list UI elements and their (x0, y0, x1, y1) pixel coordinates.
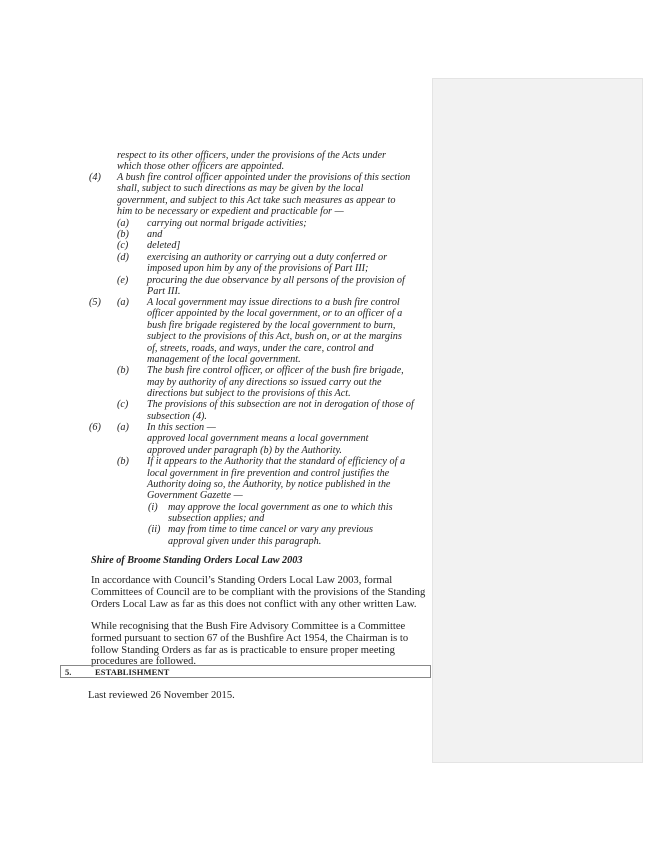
text-line: If it appears to the Authority that the standard of efficiency of a (147, 456, 406, 467)
subsection-label: (4) (89, 172, 101, 183)
item-label: (e) (117, 275, 129, 286)
item-label: (a) (117, 422, 129, 433)
text-line: In this section — (147, 422, 216, 433)
text-line: shall, subject to such directions as may be given by the local (117, 183, 364, 194)
text-line: and (147, 229, 163, 240)
subsection-label: (6) (89, 422, 101, 433)
text-line: government, and subject to this Act take such measures as appear to (117, 195, 396, 206)
text-line: which those other officers are appointed. (117, 161, 285, 172)
text-line: may approve the local government as one to which this (168, 502, 393, 513)
last-reviewed-text: Last reviewed 26 November 2015. (88, 690, 235, 701)
comment-pane (432, 78, 643, 763)
item-label: (c) (117, 399, 129, 410)
text-line: subject to the provisions of this Act, bush on, or at the margins (147, 331, 402, 342)
text-line: officer appointed by the local government, or to an officer of a (147, 308, 403, 319)
item-label: (a) (117, 218, 129, 229)
text-line: directions but subject to the provisions of this Act. (147, 388, 351, 399)
text-line: approved under paragraph (b) by the Authority. (147, 445, 342, 456)
paragraph: While recognising that the Bush Fire Advisory Committee is a Committee formed pursuant to section 67 of the Bushfire Act 1954, the Chairman is to follow Standing Orders as far as is practicable to ensure proper meeting procedures are followed. (91, 621, 409, 668)
paragraph: In accordance with Council’s Standing Orders Local Law 2003, formal Committees of Council are to be compliant with the provisions of the Standing Orders Local Law as far as this does not conflict with any other written Law. (91, 575, 426, 610)
text-line: A local government may issue directions to a bush fire control (147, 297, 400, 308)
text-line: A bush fire control officer appointed under the provisions of this section (117, 172, 411, 183)
item-label: (d) (117, 252, 129, 263)
text-line: carrying out normal brigade activities; (147, 218, 307, 229)
text-line: him to be necessary or expedient and practicable for — (117, 206, 344, 217)
text-line: respect to its other officers, under the provisions of the Acts under (117, 150, 386, 161)
text-line: management of the local government. (147, 354, 301, 365)
text-line: may by authority of any directions so issued carry out the (147, 377, 382, 388)
subsection-label: (5) (89, 297, 101, 308)
text-line: of, streets, roads, and ways, under the care, control and (147, 343, 374, 354)
text-line: bush fire brigade registered by the local government to burn, (147, 320, 396, 331)
item-label: (c) (117, 240, 129, 251)
text-line: Government Gazette — (147, 490, 243, 501)
text-line: exercising an authority or carrying out a duty conferred or (147, 252, 388, 263)
text-line: subsection applies; and (168, 513, 265, 524)
text-line: The bush fire control officer, or officer of the bush fire brigade, (147, 365, 404, 376)
item-label: (b) (117, 456, 129, 467)
section-number: 5. (65, 667, 72, 677)
subitem-label: (ii) (148, 524, 161, 535)
text-line: approval given under this paragraph. (168, 536, 322, 547)
item-label: (b) (117, 229, 129, 240)
text-line: The provisions of this subsection are not in derogation of those of (147, 399, 414, 410)
item-label: (a) (117, 297, 129, 308)
item-label: (b) (117, 365, 129, 376)
text-line: approved local government means a local government (147, 433, 369, 444)
text-line: local government in fire prevention and control justifies the (147, 468, 390, 479)
text-line: deleted] (147, 240, 181, 251)
section-title: ESTABLISHMENT (95, 667, 170, 677)
text-line: Part III. (147, 286, 181, 297)
text-line: procuring the due observance by all persons of the provision of (147, 275, 405, 286)
text-line: imposed upon him by any of the provisions of Part III; (147, 263, 369, 274)
text-line: may from time to time cancel or vary any previous (168, 524, 373, 535)
text-line: Authority doing so, the Authority, by notice published in the (147, 479, 391, 490)
section-heading: Shire of Broome Standing Orders Local Law 2003 (91, 555, 303, 566)
subitem-label: (i) (148, 502, 158, 513)
section-header-box (60, 665, 431, 678)
text-line: subsection (4). (147, 411, 207, 422)
